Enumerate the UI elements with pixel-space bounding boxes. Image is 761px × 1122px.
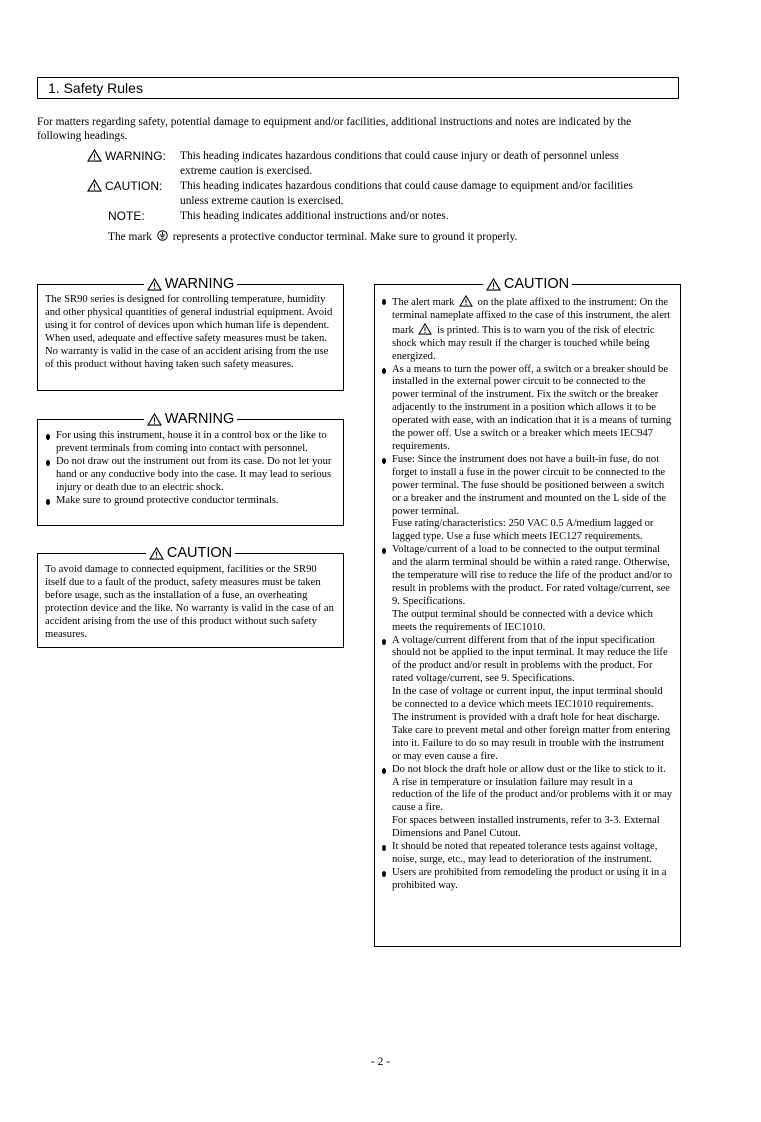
- warning-box-1: [37, 276, 344, 391]
- definition-note: [37, 209, 677, 224]
- box-title: WARNING: [164, 276, 235, 292]
- definition-text: This heading indicates hazardous conditions that could cause injury or death of personnel unless extreme caution is exercised.: [180, 150, 619, 177]
- definition-text: This heading indicates additional instructions and/or notes.: [180, 210, 449, 222]
- box-text: To avoid damage to connected equipment, facilities or the SR90 itself due to a fault of the product, safety measures must be taken before usage, such as the installation of a fuse, an overheating protection device and the like. No warranty is valid in the case of an accident arising from the use of this product without such safety measures.: [45, 564, 334, 640]
- warning-triangle-icon: [87, 149, 102, 162]
- box-title: WARNING: [164, 411, 235, 427]
- warning-triangle-icon: [459, 295, 473, 307]
- list-item: It should be noted that repeated tolerance tests against voltage, noise, surge, etc., may lead to deterioration of the instrument.: [381, 841, 674, 867]
- definition-warning: [37, 149, 677, 179]
- list-item: Make sure to ground protective conductor terminals.: [45, 495, 336, 508]
- warning-triangle-icon: [147, 278, 162, 291]
- warning-triangle-icon: [418, 323, 432, 335]
- definition-label: WARNING:: [105, 149, 166, 163]
- bullet-list: [45, 430, 336, 507]
- definition-label: CAUTION:: [105, 179, 163, 193]
- warning-triangle-icon: [486, 278, 501, 291]
- intro-paragraph: For matters regarding safety, potential damage to equipment and/or facilities, additional instructions and notes are indicated by the following headings.: [37, 116, 632, 142]
- bullet-list: [381, 295, 674, 893]
- page-number: - 2 -: [370, 1056, 391, 1068]
- definition-label: NOTE:: [108, 209, 145, 223]
- caution-box-2: [374, 276, 681, 947]
- warning-triangle-icon: [149, 547, 164, 560]
- caution-box-1: [37, 545, 344, 648]
- warning-triangle-icon: [87, 179, 102, 192]
- box-title: CAUTION: [166, 545, 233, 561]
- warning-box-2: [37, 411, 344, 526]
- definition-caution: [37, 179, 677, 209]
- box-text: The SR90 series is designed for controlling temperature, humidity and other physical quantities of general industrial equipment. Avoid using it for control of devices upon which human life is dependent. When used, adequate and effective safety measures must be taken. No warranty is valid in the case of an accident arising from the use of this product without having taken such safety measures.: [45, 294, 333, 370]
- definition-text: This heading indicates hazardous conditions that could cause damage to equipment and/or facilities unless extreme caution is exercised.: [180, 180, 633, 207]
- list-item: As a means to turn the power off, a switch or a breaker should be installed in the external power circuit to be connected to the power terminal of the instrument. Fix the switch or the breaker adjacently to the instrument in a position which allows it to be operated with ease, with an indication that it is a means of turning the power off. Use a switch or a breaker which meets IEC947 requirements.: [381, 364, 674, 454]
- list-item: Fuse: Since the instrument does not have a built-in fuse, do not forget to install a fuse in the power circuit to be connected to the power terminal. The fuse should be positioned between a switch or a breaker and the instrument and mounted on the L side of the power terminal. Fuse rating/characteristics: 250 VAC 0.5 A/medium lagged or lagged type. Use a fuse which meets IEC127 requirements.: [381, 454, 674, 544]
- list-item: Do not block the draft hole or allow dust or the like to stick to it. A rise in temperature or insulation failure may result in a reduction of the life of the product and/or problems with it or may cause a fire. For spaces between installed instruments, refer to 3-3. External Dimensions and Panel Cutout.: [381, 764, 674, 841]
- definitions-list: [37, 149, 677, 245]
- list-item: A voltage/current different from that of the input specification should not be applied to the input terminal. It may reduce the life of the product and/or result in problems with the product. For rated voltage/current, see 9. Specifications. In the case of voltage or current input, the input terminal should be connected to a device which meets IEC1010 requirements. The instrument is provided with a draft hole for heat discharge. Take care to prevent metal and other foreign matter from entering into it. Failure to do so may result in trouble with the instrument or may even cause a fire.: [381, 635, 674, 764]
- box-title: CAUTION: [503, 276, 570, 292]
- warning-triangle-icon: [147, 413, 162, 426]
- list-item: Do not draw out the instrument out from its case. Do not let your hand or any conductive body into the case. It may lead to serious injury or death due to an electric shock.: [45, 456, 336, 495]
- list-item: Voltage/current of a load to be connected to the output terminal and the alarm terminal should be within a rated range. Otherwise, the temperature will rise to reduce the life of the product and/or to result in problems with the product. For rated voltage/current, see 9. Specifications. The output terminal should be connected with a device which meets the requirements of IEC1010.: [381, 544, 674, 634]
- section-title: 1. Safety Rules: [37, 77, 679, 99]
- list-item: Users are prohibited from remodeling the product or using it in a prohibited way.: [381, 867, 674, 893]
- ground-mark-line: The mark represents a protective conductor terminal. Make sure to ground it properly.: [108, 231, 518, 243]
- ground-terminal-icon: [157, 230, 168, 241]
- list-item: The alert mark on the plate affixed to the instrument: On the terminal nameplate affixed to the case of this instrument, the alert mark is printed. This is to warn you of the risk of electric shock which may result if the charger is touched while being energized.: [381, 295, 674, 364]
- list-item: For using this instrument, house it in a control box or the like to prevent terminals from coming into contact with personnel.: [45, 430, 336, 456]
